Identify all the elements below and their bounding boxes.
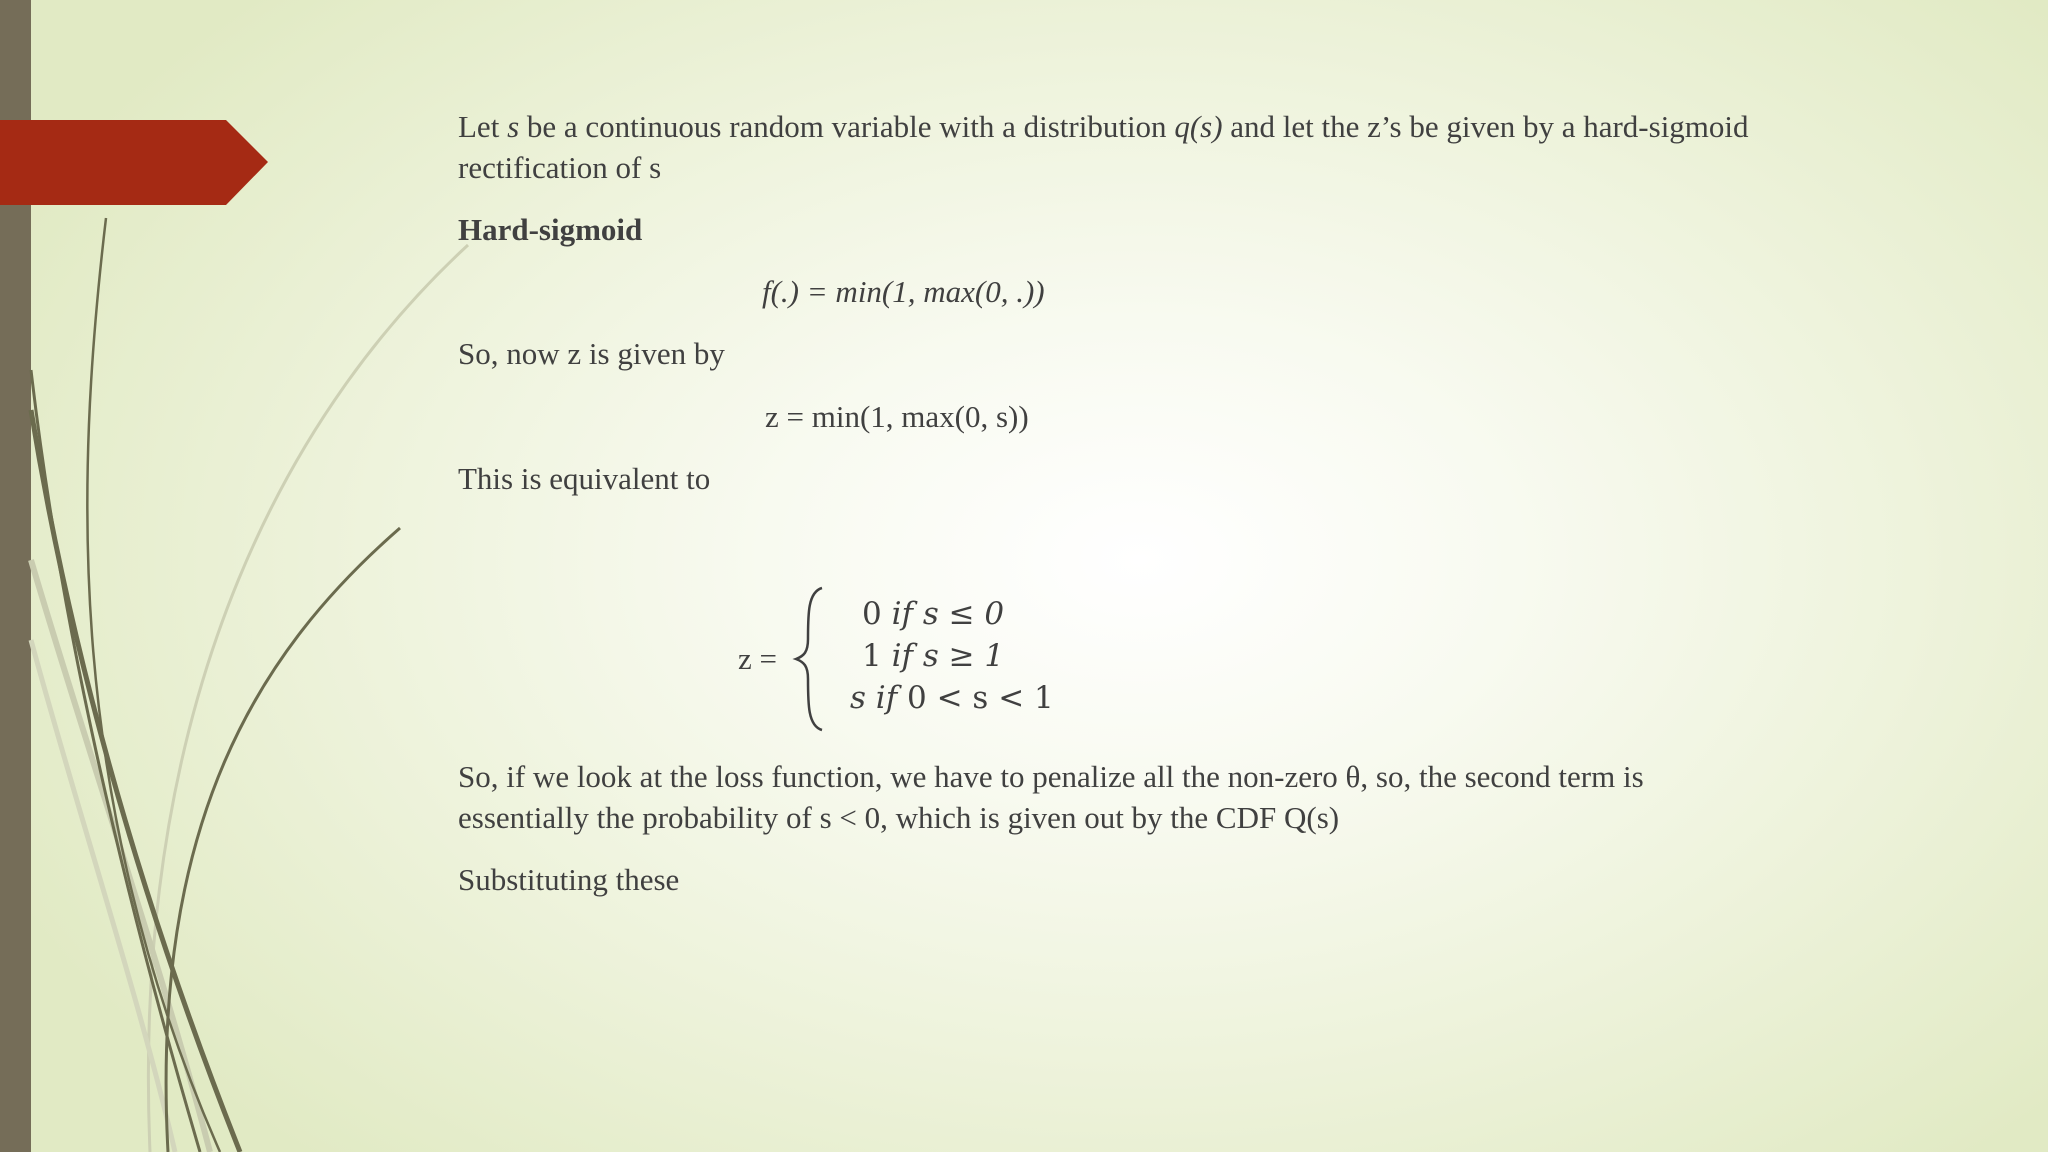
- intro-text-3: and let the z’s be given by a hard-sigmoid: [1222, 109, 1749, 144]
- loss-line-1: So, if we look at the loss function, we have to penalize all the non-zero θ, so, the second term is: [458, 759, 1644, 794]
- case-1-cond: s ≤ 0: [922, 596, 1005, 632]
- dark-curve-1: [31, 410, 240, 1152]
- case-3-value: s: [850, 680, 866, 716]
- var-qs: q(s): [1174, 109, 1223, 144]
- case-2-value: 1: [862, 638, 882, 674]
- piecewise-lhs: z =: [738, 641, 777, 676]
- substituting-text: Substituting these: [458, 862, 680, 897]
- left-brace: [790, 584, 830, 734]
- case-row-3: [850, 678, 1054, 718]
- intro-text-1: Let: [458, 109, 508, 144]
- case-2-cond: s ≥ 1: [922, 638, 1005, 674]
- case-1-if: if: [891, 596, 913, 632]
- intro-line-1: [458, 106, 1749, 147]
- accent-arrow-tab: [0, 120, 268, 205]
- case-row-2: [862, 636, 1004, 676]
- case-3-if: if: [875, 680, 898, 716]
- faint-curve-3: [31, 640, 175, 1152]
- dark-curve-4: [166, 528, 400, 1152]
- heading-hard-sigmoid: Hard-sigmoid: [458, 212, 643, 247]
- case-2-if: if: [891, 638, 913, 674]
- case-3-cond: 0 < s < 1: [907, 680, 1054, 716]
- faint-curve-1: [148, 245, 468, 1152]
- var-s: s: [507, 109, 520, 144]
- formula-f: f(.) = min(1, max(0, .)): [762, 274, 1045, 309]
- case-row-1: [862, 594, 1004, 634]
- loss-line-2: essentially the probability of s < 0, which is given out by the CDF Q(s): [458, 800, 1340, 835]
- case-1-value: 0: [862, 596, 882, 632]
- formula-z: z = min(1, max(0, s)): [765, 399, 1029, 434]
- so-now-text: So, now z is given by: [458, 336, 725, 371]
- intro-text-2: be a continuous random variable with a distribution: [519, 109, 1175, 144]
- equivalent-text: This is equivalent to: [458, 461, 711, 496]
- intro-line-2: rectification of s: [458, 150, 662, 185]
